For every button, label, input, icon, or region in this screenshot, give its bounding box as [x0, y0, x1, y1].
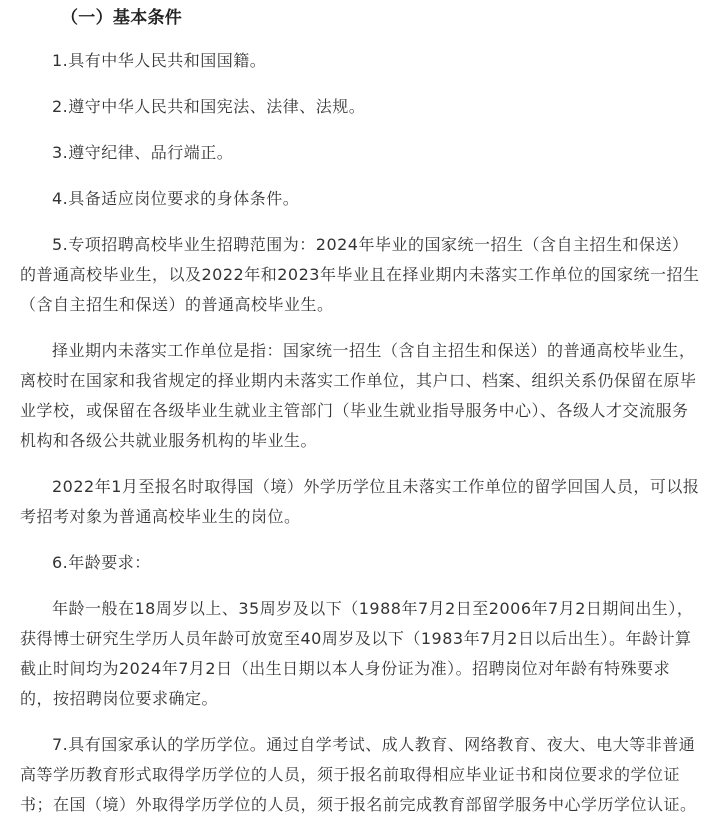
condition-age-detail: 年龄一般在18周岁以上、35周岁及以下（1988年7月2日至2006年7月2日期间出生），获得博士研究生学历人员年龄可放宽至40周岁及以下（1983年7月2日以后出生）。年龄计算截止时间均为2024年7月2日（出生日期以本人身份证为准）。招聘岗位对年龄有特殊要求的，按招聘岗位要求确定。: [20, 599, 694, 708]
condition-age-heading: 6.年龄要求：: [52, 553, 151, 572]
condition-education: 7.具有国家承认的学历学位。通过自学考试、成人教育、网络教育、夜大、电大等非普通高等学历教育形式取得学历学位的人员，须于报名前取得相应毕业证书和岗位要求的学位证书；在国（境）外取得学历学位的人员，须于报名前完成教育部留学服务中心学历学位认证。: [20, 735, 697, 814]
condition-law: 2.遵守中华人民共和国宪法、法律、法规。: [52, 97, 366, 116]
condition-discipline: 3.遵守纪律、品行端正。: [52, 143, 234, 162]
condition-unemployed-definition: 择业期内未落实工作单位是指：国家统一招生（含自主招生和保送）的普通高校毕业生，离校时在国家和我省规定的择业期内未落实工作单位，其户口、档案、组织关系仍保留在原毕业学校，或保留在各级毕业生就业主管部门（毕业生就业指导服务中心）、各级人才交流服务机构和各级公共就业服务机构的毕业生。: [20, 341, 697, 450]
condition-graduate-scope: 5.专项招聘高校毕业生招聘范围为：2024年毕业的国家统一招生（含自主招生和保送）的普通高校毕业生，以及2022年和2023年毕业且在择业期内未落实工作单位的国家统一招生（含自主招生和保送）的普通高校毕业生。: [20, 235, 700, 314]
condition-returnees: 2022年1月至报名时取得国（境）外学历学位且未落实工作单位的留学回国人员，可以报考招考对象为普通高校毕业生的岗位。: [20, 477, 700, 526]
condition-health: 4.具备适应岗位要求的身体条件。: [52, 189, 300, 208]
condition-nationality: 1.具有中华人民共和国国籍。: [52, 51, 267, 70]
section-heading: （一）基本条件: [61, 8, 183, 28]
